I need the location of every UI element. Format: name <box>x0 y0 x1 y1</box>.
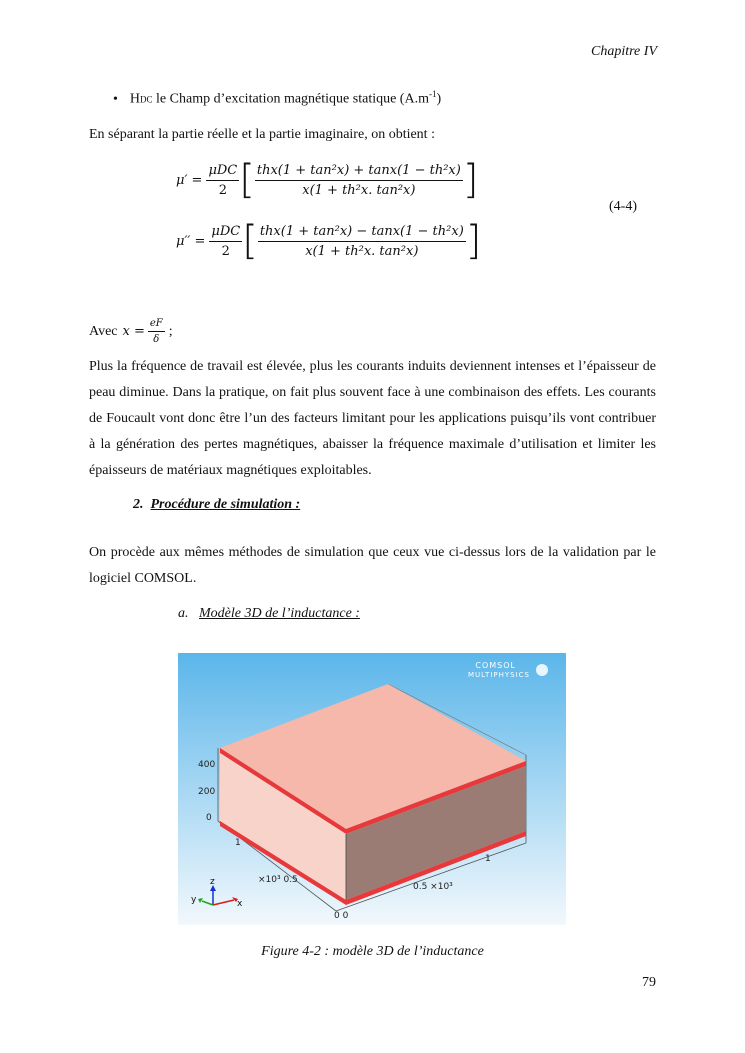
figure-caption: Figure 4-2 : modèle 3D de l’inductance <box>261 944 484 959</box>
z-tick-400: 400 <box>198 760 216 770</box>
mu2-den: x(1 + th²x. tan²x) <box>305 243 419 259</box>
right-bracket-2: ] <box>465 218 482 264</box>
right-bracket: ] <box>462 157 479 203</box>
bullet-close: ) <box>436 91 442 107</box>
left-bracket: [ <box>239 157 255 203</box>
comsol-logo-icon <box>536 664 548 676</box>
avec-suffix: ; <box>168 323 173 339</box>
avec-prefix: Avec <box>89 323 118 339</box>
chapter-header: Chapitre IV <box>591 44 657 59</box>
triad-z-label: z <box>210 877 215 887</box>
logo-line2: MULTIPHYSICS <box>467 671 530 679</box>
equation-number: (4-4) <box>609 199 637 214</box>
equation-mu-second <box>176 218 482 264</box>
coef-den: 2 <box>218 182 227 198</box>
bullet-item <box>113 89 441 108</box>
triad-y-label: y <box>191 895 197 905</box>
logo-line1: COMSOL <box>475 661 516 670</box>
intro-text: En séparant la partie réelle et la partie imaginaire, on obtient : <box>89 127 435 142</box>
coef-den-2: 2 <box>221 243 230 259</box>
comsol-3d-figure <box>178 653 566 925</box>
symbol-subscript: DC <box>140 94 153 105</box>
right-tick-05: 0.5 ×10³ <box>413 882 453 892</box>
z-tick-0: 0 <box>206 813 212 823</box>
section-title: Procédure de simulation : <box>150 497 301 512</box>
coef-fraction-2 <box>209 224 242 259</box>
coef-num-2: μDC <box>209 224 242 242</box>
triad-x-label: x <box>237 899 243 909</box>
avec-lhs: x = <box>122 324 145 339</box>
section-heading <box>133 497 300 513</box>
avec-den: δ <box>153 334 160 345</box>
paragraph-simulation: On procède aux mêmes méthodes de simulation que ceux vue ci-dessus lors de la validation par le logiciel COMSOL. <box>89 545 656 586</box>
avec-num: eF <box>148 318 165 332</box>
avec-fraction <box>148 318 165 345</box>
subsection-letter: a. <box>178 606 189 621</box>
coef-fraction <box>206 163 239 198</box>
page-number: 79 <box>642 975 656 990</box>
z-tick-200: 200 <box>198 787 216 797</box>
mu1-lhs: μ′ = <box>176 172 203 188</box>
mu2-fraction <box>258 224 466 259</box>
bullet-text: le Champ d’excitation magnétique statique (A.m <box>152 91 429 107</box>
mu1-fraction <box>255 163 463 198</box>
left-tick-05: ×10³ 0.5 <box>258 875 298 885</box>
bullet-icon: • <box>113 91 118 107</box>
unit-exponent: -1 <box>428 89 437 99</box>
equation-mu-prime <box>176 157 479 203</box>
symbol-h: H <box>129 91 141 107</box>
mu2-lhs: μ′′ = <box>176 233 206 249</box>
left-tick-1: 1 <box>235 838 241 848</box>
mu2-num: thx(1 + tan²x) − tanx(1 − th²x) <box>258 224 466 242</box>
left-bracket-2: [ <box>242 218 258 264</box>
mu1-num: thx(1 + tan²x) + tanx(1 − th²x) <box>255 163 463 181</box>
subsection-heading <box>178 606 360 622</box>
origin-ticks: 0 0 <box>334 911 349 921</box>
coef-num: μDC <box>206 163 239 181</box>
mu1-den: x(1 + th²x. tan²x) <box>302 182 416 198</box>
right-tick-1: 1 <box>485 854 491 864</box>
avec-line <box>89 318 173 345</box>
paragraph-foucault: Plus la fréquence de travail est élevée, plus les courants induits deviennent intenses et l’épaisseur de peau diminue. Dans la pratique, on fait plus souvent face à une combinaison des effets. Les courants de Foucault vont donc être l’un des facteurs limitant pour les applications puisqu’ils vont contribuer à la génération des pertes magnétiques, abaisser la fréquence maximale d’utilisation et limiter les épaisseurs de matériaux magnétiques exploitables. <box>89 359 656 478</box>
section-number: 2. <box>133 497 144 512</box>
subsection-title: Modèle 3D de l’inductance : <box>199 606 360 621</box>
